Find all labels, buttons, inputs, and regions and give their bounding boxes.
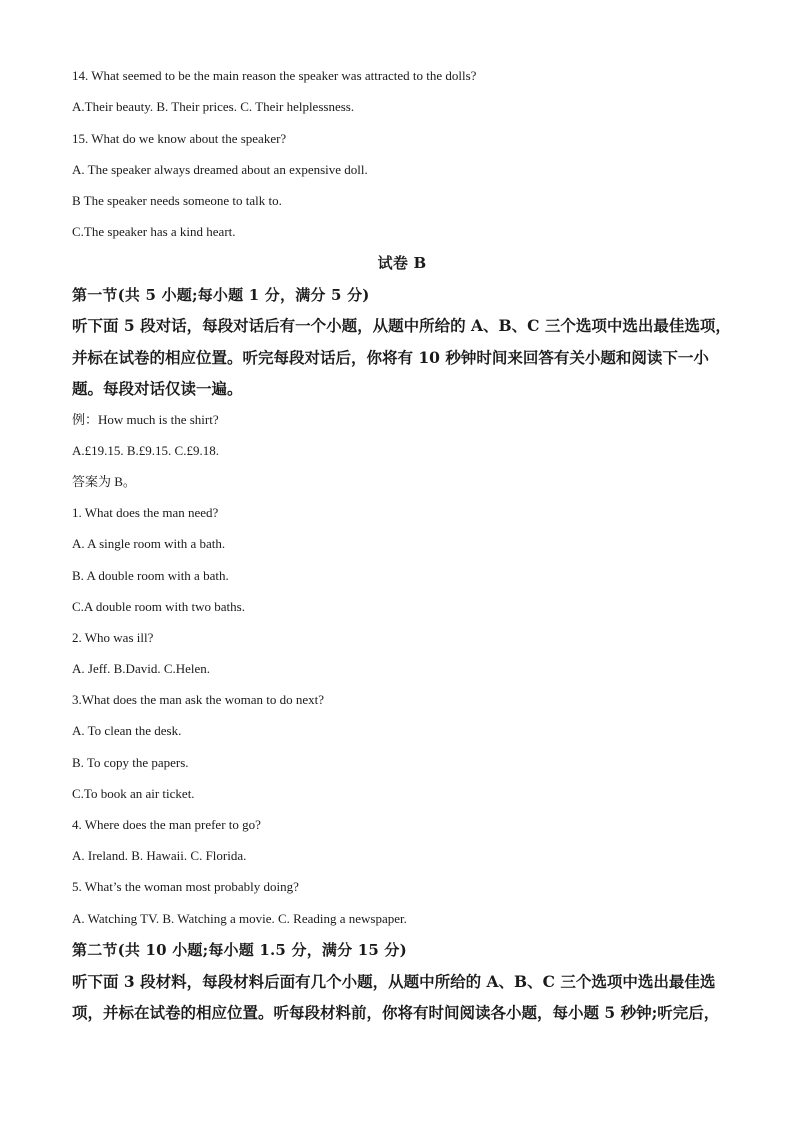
- question-1-option-b: B. A double room with a bath.: [72, 568, 229, 583]
- example-answer: 答案为 B。: [72, 474, 136, 489]
- section2-heading: 第二节(共 10 小题;每小题 1.5 分，满分 15 分): [72, 941, 407, 959]
- question-4: 4. Where does the man prefer to go?: [72, 817, 261, 832]
- question-2: 2. Who was ill?: [72, 630, 154, 645]
- question-14: 14. What seemed to be the main reason the speaker was attracted to the dolls?: [72, 68, 477, 83]
- question-3-option-c: C.To book an air ticket.: [72, 786, 195, 801]
- question-15-option-a: A. The speaker always dreamed about an expensive doll.: [72, 162, 368, 177]
- section2-instructions-line-1: 听下面 3 段材料，每段材料后面有几个小题，从题中所给的 A、B、C 三个选项中选出最佳选: [72, 972, 716, 991]
- paper-title: 试卷 B: [377, 254, 427, 272]
- question-14-options: A.Their beauty. B. Their prices. C. Their helplessness.: [72, 99, 355, 114]
- question-2-options: A. Jeff. B.David. C.Helen.: [72, 661, 211, 676]
- question-3-option-b: B. To copy the papers.: [72, 755, 189, 770]
- question-1: 1. What does the man need?: [72, 505, 219, 520]
- example-options: A.£19.15. B.£9.15. C.£9.18.: [72, 443, 219, 458]
- section1-instructions-line-3: 题。每段对话仅读一遍。: [72, 379, 243, 398]
- question-1-option-a: A. A single room with a bath.: [72, 536, 226, 551]
- question-15-option-b: B The speaker needs someone to talk to.: [72, 193, 282, 208]
- question-15-option-c: C.The speaker has a kind heart.: [72, 224, 236, 239]
- example-question: 例：How much is the shirt?: [72, 412, 219, 427]
- question-15: 15. What do we know about the speaker?: [72, 131, 287, 146]
- question-5: 5. What’s the woman most probably doing?: [72, 879, 299, 894]
- section1-instructions-line-1: 听下面 5 段对话，每段对话后有一个小题，从题中所给的 A、B、C 三个选项中选出最佳选项，: [72, 316, 731, 335]
- question-3-option-a: A. To clean the desk.: [72, 723, 182, 738]
- question-1-option-c: C.A double room with two baths.: [72, 599, 245, 614]
- question-5-options: A. Watching TV. B. Watching a movie. C. Reading a newspaper.: [72, 911, 407, 926]
- question-3: 3.What does the man ask the woman to do next?: [72, 692, 324, 707]
- section2-instructions-line-2: 项，并标在试卷的相应位置。听每段材料前，你将有时间阅读各小题，每小题 5 秒钟;听完后，: [72, 1003, 720, 1022]
- section1-instructions-line-2: 并标在试卷的相应位置。听完每段对话后，你将有 10 秒钟时间来回答有关小题和阅读下一小: [72, 348, 709, 367]
- section1-heading: 第一节(共 5 小题;每小题 1 分，满分 5 分): [72, 286, 370, 304]
- question-4-options: A. Ireland. B. Hawaii. C. Florida.: [72, 848, 247, 863]
